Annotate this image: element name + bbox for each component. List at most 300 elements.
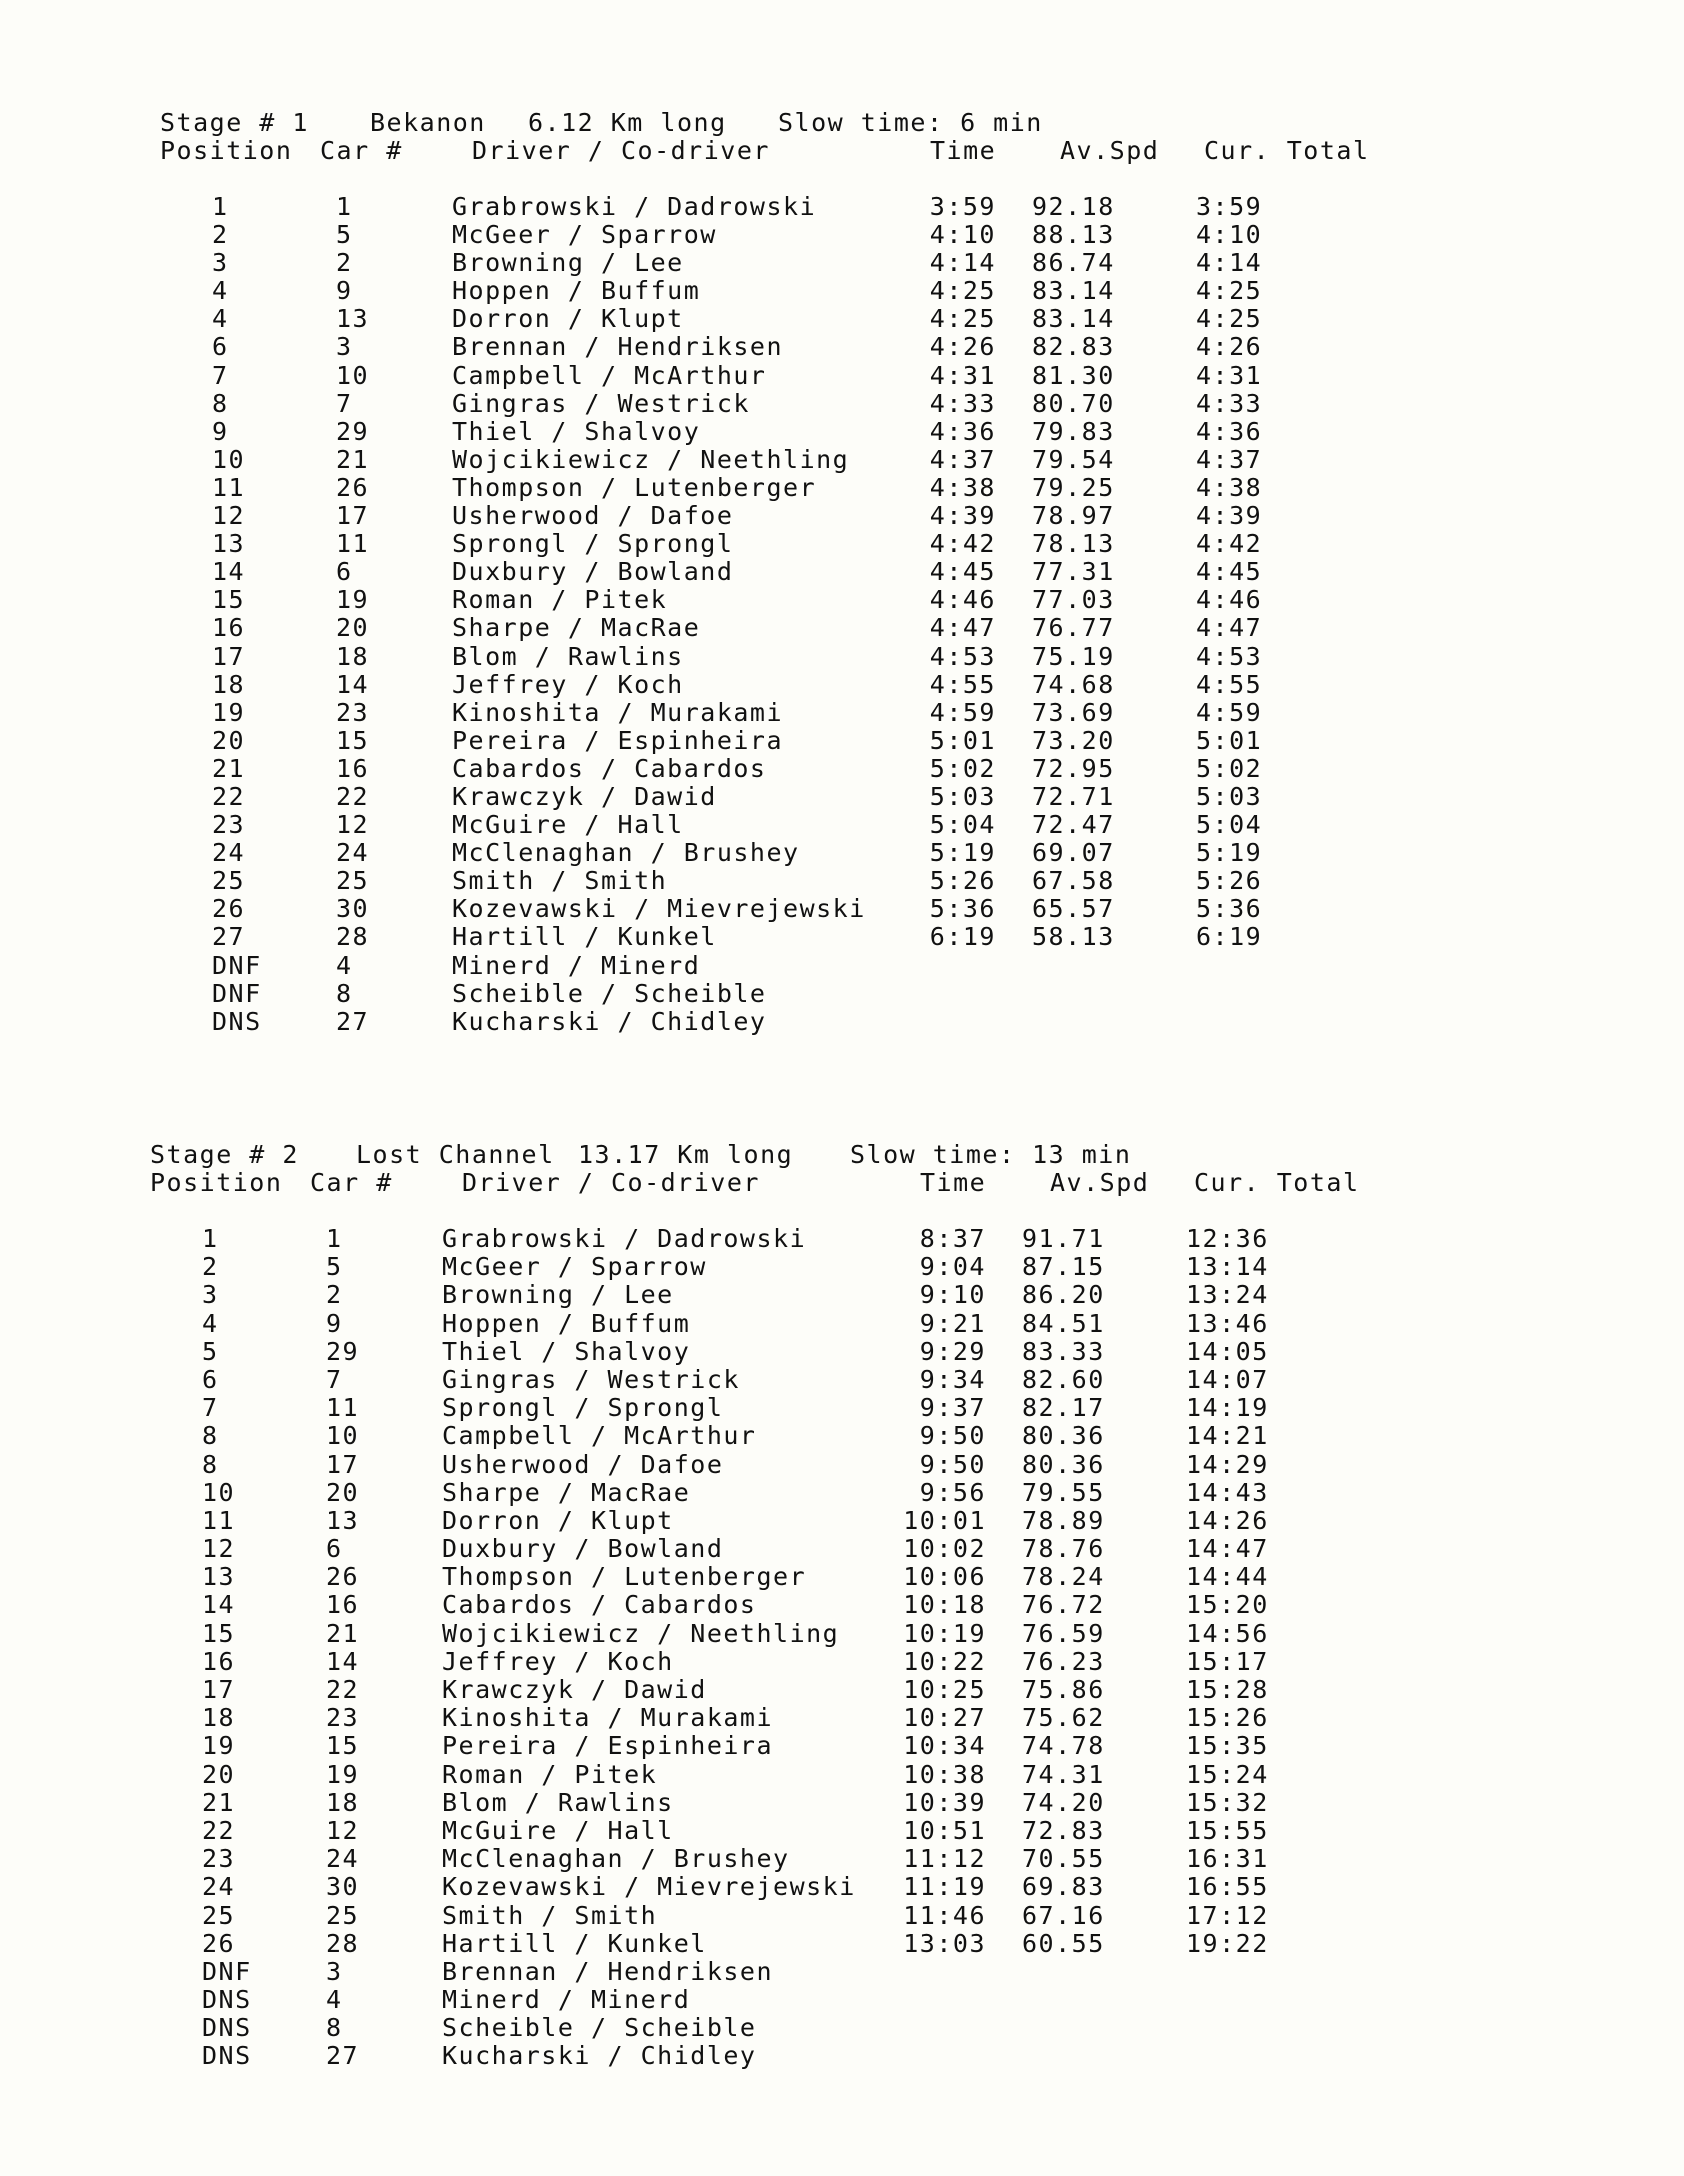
cell-total: 4:14 (1196, 248, 1263, 278)
cell-driver: Grabrowski / Dadrowski (452, 192, 817, 221)
cell-driver: Browning / Lee (442, 1280, 674, 1310)
cell-car: 19 (326, 1759, 360, 1789)
cell-position: 18 (202, 1703, 236, 1733)
cell-position: 13 (202, 1562, 236, 1592)
cell-driver: Cabardos / Cabardos (442, 1590, 757, 1620)
stage-2-name: Lost Channel (356, 1140, 555, 1169)
cell-car: 14 (326, 1646, 360, 1676)
cell-time: 13:03 (903, 1928, 986, 1958)
cell-time: 10:06 (903, 1562, 986, 1592)
cell-total: 15:35 (1186, 1731, 1269, 1761)
cell-time: 9:04 (919, 1252, 986, 1282)
col-total-header: Cur. Total (1194, 1168, 1360, 1197)
cell-total: 4:45 (1196, 557, 1263, 587)
cell-total: 5:02 (1196, 753, 1263, 783)
cell-total: 15:55 (1186, 1815, 1269, 1845)
cell-time: 10:25 (903, 1675, 986, 1704)
cell-driver: Duxbury / Bowland (442, 1534, 724, 1564)
cell-time: 9:50 (919, 1449, 986, 1479)
cell-speed: 79.83 (1032, 416, 1115, 446)
cell-position: DNS (202, 1985, 252, 2015)
cell-driver: Jeffrey / Koch (452, 669, 684, 699)
cell-position: 22 (202, 1815, 236, 1845)
cell-car: 4 (336, 950, 353, 980)
cell-car: 20 (336, 613, 370, 643)
cell-time: 10:18 (903, 1590, 986, 1620)
cell-car: 9 (326, 1308, 343, 1338)
cell-time: 4:36 (929, 416, 996, 446)
cell-driver: Blom / Rawlins (442, 1787, 674, 1817)
cell-total: 13:14 (1186, 1252, 1269, 1282)
cell-car: 1 (326, 1224, 343, 1253)
stage-1-label: Stage # 1 (160, 108, 309, 137)
cell-position: 4 (202, 1308, 219, 1338)
cell-speed: 74.20 (1022, 1787, 1105, 1817)
cell-car: 25 (336, 866, 370, 896)
cell-time: 4:33 (929, 388, 996, 418)
cell-time: 5:03 (929, 781, 996, 811)
cell-time: 4:14 (929, 248, 996, 278)
cell-total: 16:55 (1186, 1872, 1269, 1902)
cell-total: 14:44 (1186, 1562, 1269, 1592)
stage-2-label: Stage # 2 (150, 1140, 299, 1169)
cell-position: DNS (212, 1006, 262, 1036)
cell-speed: 86.74 (1032, 248, 1115, 278)
cell-position: 9 (212, 416, 229, 446)
cell-time: 5:01 (929, 725, 996, 755)
cell-car: 21 (336, 444, 370, 474)
cell-total: 5:36 (1196, 894, 1263, 924)
cell-position: 8 (202, 1421, 219, 1451)
cell-driver: Sharpe / MacRae (442, 1477, 691, 1507)
cell-driver: Kucharski / Chidley (452, 1006, 767, 1036)
cell-position: DNS (202, 2041, 252, 2071)
cell-car: 17 (336, 501, 370, 531)
cell-speed: 80.36 (1022, 1449, 1105, 1479)
col-speed-header: Av.Spd (1050, 1168, 1150, 1197)
cell-time: 4:45 (929, 557, 996, 587)
cell-driver: Roman / Pitek (452, 585, 668, 615)
cell-position: 12 (212, 501, 246, 531)
cell-position: 22 (212, 781, 246, 811)
cell-time: 10:19 (903, 1618, 986, 1648)
cell-time: 5:02 (929, 753, 996, 783)
cell-car: 7 (336, 388, 353, 418)
cell-total: 15:24 (1186, 1759, 1269, 1789)
cell-time: 9:37 (919, 1393, 986, 1423)
cell-total: 13:24 (1186, 1280, 1269, 1310)
stage-2-slow-time: Slow time: 13 min (850, 1140, 1132, 1169)
cell-driver: Browning / Lee (452, 248, 684, 278)
cell-car: 5 (326, 1252, 343, 1282)
cell-position: 16 (212, 613, 246, 643)
cell-speed: 92.18 (1032, 192, 1115, 221)
cell-driver: Dorron / Klupt (452, 304, 684, 334)
cell-driver: Wojcikiewicz / Neethling (452, 444, 850, 474)
cell-speed: 70.55 (1022, 1844, 1105, 1874)
cell-car: 29 (326, 1336, 360, 1366)
cell-driver: Duxbury / Bowland (452, 557, 734, 587)
cell-total: 4:39 (1196, 501, 1263, 531)
cell-time: 10:34 (903, 1731, 986, 1761)
cell-position: DNF (202, 1956, 252, 1986)
cell-time: 10:39 (903, 1787, 986, 1817)
cell-time: 4:38 (929, 472, 996, 502)
cell-driver: McGuire / Hall (452, 810, 684, 840)
cell-car: 10 (326, 1421, 360, 1451)
cell-speed: 83.14 (1032, 304, 1115, 334)
cell-position: 15 (212, 585, 246, 615)
cell-position: 20 (212, 725, 246, 755)
cell-speed: 78.24 (1022, 1562, 1105, 1592)
stage-2-length: 13.17 Km long (578, 1140, 794, 1169)
cell-car: 8 (336, 978, 353, 1008)
cell-time: 4:55 (929, 669, 996, 699)
cell-speed: 72.47 (1032, 810, 1115, 840)
cell-position: 10 (212, 444, 246, 474)
cell-time: 4:39 (929, 501, 996, 531)
cell-car: 17 (326, 1449, 360, 1479)
cell-speed: 78.89 (1022, 1505, 1105, 1535)
cell-speed: 75.62 (1022, 1703, 1105, 1733)
cell-car: 11 (326, 1393, 360, 1423)
cell-car: 2 (326, 1280, 343, 1310)
cell-driver: Sprongl / Sprongl (452, 529, 734, 559)
cell-total: 5:01 (1196, 725, 1263, 755)
cell-speed: 84.51 (1022, 1308, 1105, 1338)
cell-car: 3 (336, 332, 353, 362)
cell-speed: 78.97 (1032, 501, 1115, 531)
cell-total: 19:22 (1186, 1928, 1269, 1958)
cell-car: 22 (336, 781, 370, 811)
cell-speed: 74.31 (1022, 1759, 1105, 1789)
cell-position: 2 (202, 1252, 219, 1282)
cell-total: 14:29 (1186, 1449, 1269, 1479)
cell-driver: Kozevawski / Mievrejewski (452, 894, 866, 924)
cell-driver: Gingras / Westrick (452, 388, 750, 418)
cell-time: 10:38 (903, 1759, 986, 1789)
cell-position: DNF (212, 978, 262, 1008)
cell-speed: 80.70 (1032, 388, 1115, 418)
cell-driver: Thompson / Lutenberger (442, 1562, 807, 1592)
cell-driver: Gingras / Westrick (442, 1364, 740, 1394)
cell-speed: 81.30 (1032, 360, 1115, 390)
cell-time: 4:25 (929, 276, 996, 306)
cell-total: 15:17 (1186, 1646, 1269, 1676)
cell-driver: Scheible / Scheible (442, 2013, 757, 2043)
cell-driver: Sprongl / Sprongl (442, 1393, 724, 1423)
cell-total: 5:04 (1196, 810, 1263, 840)
cell-car: 14 (336, 669, 370, 699)
cell-driver: Hartill / Kunkel (442, 1928, 707, 1958)
cell-car: 4 (326, 1985, 343, 2015)
cell-car: 24 (326, 1844, 360, 1874)
cell-total: 4:53 (1196, 641, 1263, 671)
cell-total: 14:47 (1186, 1534, 1269, 1564)
cell-speed: 58.13 (1032, 922, 1115, 952)
cell-driver: Hoppen / Buffum (442, 1308, 691, 1338)
cell-car: 18 (336, 641, 370, 671)
cell-driver: Dorron / Klupt (442, 1505, 674, 1535)
cell-speed: 80.36 (1022, 1421, 1105, 1451)
cell-driver: Jeffrey / Koch (442, 1646, 674, 1676)
cell-speed: 86.20 (1022, 1280, 1105, 1310)
cell-driver: McGeer / Sparrow (442, 1252, 707, 1282)
cell-driver: Campbell / McArthur (452, 360, 767, 390)
cell-position: 26 (202, 1928, 236, 1958)
cell-time: 6:19 (929, 922, 996, 952)
cell-driver: Pereira / Espinheira (442, 1731, 774, 1761)
cell-total: 14:05 (1186, 1336, 1269, 1366)
cell-speed: 60.55 (1022, 1928, 1105, 1958)
cell-total: 4:42 (1196, 529, 1263, 559)
cell-car: 21 (326, 1618, 360, 1648)
cell-speed: 67.58 (1032, 866, 1115, 896)
stage-1-length: 6.12 Km long (528, 108, 727, 137)
cell-position: 3 (202, 1280, 219, 1310)
cell-speed: 69.07 (1032, 838, 1115, 868)
cell-speed: 65.57 (1032, 894, 1115, 924)
cell-position: 18 (212, 669, 246, 699)
cell-total: 4:38 (1196, 472, 1263, 502)
cell-time: 11:19 (903, 1872, 986, 1902)
cell-position: 1 (202, 1224, 219, 1253)
cell-position: 8 (202, 1449, 219, 1479)
cell-car: 23 (326, 1703, 360, 1733)
cell-time: 4:26 (929, 332, 996, 362)
cell-time: 9:56 (919, 1477, 986, 1507)
cell-car: 5 (336, 220, 353, 250)
cell-total: 4:33 (1196, 388, 1263, 418)
cell-car: 6 (326, 1534, 343, 1564)
cell-position: 6 (202, 1364, 219, 1394)
cell-driver: McGuire / Hall (442, 1815, 674, 1845)
cell-position: 10 (202, 1477, 236, 1507)
cell-total: 4:36 (1196, 416, 1263, 446)
col-driver-header: Driver / Co-driver (472, 136, 770, 165)
cell-position: 7 (212, 360, 229, 390)
cell-driver: Kinoshita / Murakami (452, 697, 784, 727)
cell-speed: 76.23 (1022, 1646, 1105, 1676)
cell-speed: 79.54 (1032, 444, 1115, 474)
cell-speed: 74.78 (1022, 1731, 1105, 1761)
cell-time: 5:04 (929, 810, 996, 840)
cell-driver: Krawczyk / Dawid (452, 781, 717, 811)
cell-driver: Campbell / McArthur (442, 1421, 757, 1451)
cell-time: 10:51 (903, 1815, 986, 1845)
cell-speed: 76.72 (1022, 1590, 1105, 1620)
stage-1-slow-time: Slow time: 6 min (778, 108, 1043, 137)
cell-time: 10:22 (903, 1646, 986, 1676)
cell-car: 18 (326, 1787, 360, 1817)
cell-time: 4:31 (929, 360, 996, 390)
cell-speed: 77.03 (1032, 585, 1115, 615)
cell-driver: Thompson / Lutenberger (452, 472, 817, 502)
cell-total: 14:56 (1186, 1618, 1269, 1648)
cell-position: 16 (202, 1646, 236, 1676)
cell-time: 4:37 (929, 444, 996, 474)
stage-1-name: Bekanon (370, 108, 486, 137)
cell-driver: Usherwood / Dafoe (442, 1449, 724, 1479)
cell-position: 11 (212, 472, 246, 502)
cell-time: 4:47 (929, 613, 996, 643)
cell-total: 4:47 (1196, 613, 1263, 643)
cell-speed: 72.71 (1032, 781, 1115, 811)
cell-driver: Brennan / Hendriksen (452, 332, 784, 362)
cell-total: 14:43 (1186, 1477, 1269, 1507)
cell-driver: Minerd / Minerd (452, 950, 701, 980)
cell-total: 14:19 (1186, 1393, 1269, 1423)
cell-driver: Hartill / Kunkel (452, 922, 717, 952)
cell-car: 16 (336, 753, 370, 783)
cell-position: 2 (212, 220, 229, 250)
cell-car: 12 (326, 1815, 360, 1845)
cell-position: 19 (202, 1731, 236, 1761)
cell-position: 11 (202, 1505, 236, 1535)
cell-time: 8:37 (919, 1224, 986, 1253)
cell-total: 14:07 (1186, 1364, 1269, 1394)
cell-car: 13 (326, 1505, 360, 1535)
cell-time: 10:02 (903, 1534, 986, 1564)
cell-total: 4:37 (1196, 444, 1263, 474)
cell-driver: Kinoshita / Murakami (442, 1703, 774, 1733)
cell-speed: 78.76 (1022, 1534, 1105, 1564)
cell-speed: 76.77 (1032, 613, 1115, 643)
cell-car: 30 (336, 894, 370, 924)
cell-position: 15 (202, 1618, 236, 1648)
cell-position: 12 (202, 1534, 236, 1564)
cell-time: 3:59 (929, 192, 996, 221)
cell-driver: Scheible / Scheible (452, 978, 767, 1008)
col-time-header: Time (930, 136, 997, 165)
cell-car: 22 (326, 1675, 360, 1704)
cell-time: 4:53 (929, 641, 996, 671)
cell-driver: Minerd / Minerd (442, 1985, 691, 2015)
cell-position: 23 (212, 810, 246, 840)
cell-speed: 79.55 (1022, 1477, 1105, 1507)
cell-position: 13 (212, 529, 246, 559)
cell-position: 4 (212, 304, 229, 334)
cell-car: 27 (326, 2041, 360, 2071)
cell-total: 13:46 (1186, 1308, 1269, 1338)
cell-position: DNF (212, 950, 262, 980)
cell-driver: McGeer / Sparrow (452, 220, 717, 250)
cell-speed: 69.83 (1022, 1872, 1105, 1902)
cell-car: 23 (336, 697, 370, 727)
cell-total: 4:55 (1196, 669, 1263, 699)
cell-speed: 75.19 (1032, 641, 1115, 671)
col-car-header: Car # (310, 1168, 393, 1197)
cell-position: 17 (212, 641, 246, 671)
cell-speed: 76.59 (1022, 1618, 1105, 1648)
cell-driver: McClenaghan / Brushey (442, 1844, 790, 1874)
cell-time: 4:46 (929, 585, 996, 615)
cell-total: 14:21 (1186, 1421, 1269, 1451)
cell-speed: 91.71 (1022, 1224, 1105, 1253)
cell-driver: Thiel / Shalvoy (442, 1336, 691, 1366)
col-time-header: Time (920, 1168, 987, 1197)
cell-driver: Hoppen / Buffum (452, 276, 701, 306)
cell-speed: 82.60 (1022, 1364, 1105, 1394)
cell-time: 4:25 (929, 304, 996, 334)
cell-speed: 82.83 (1032, 332, 1115, 362)
cell-speed: 78.13 (1032, 529, 1115, 559)
cell-car: 20 (326, 1477, 360, 1507)
cell-total: 5:03 (1196, 781, 1263, 811)
cell-speed: 73.20 (1032, 725, 1115, 755)
cell-time: 9:29 (919, 1336, 986, 1366)
cell-speed: 73.69 (1032, 697, 1115, 727)
cell-driver: Usherwood / Dafoe (452, 501, 734, 531)
cell-car: 11 (336, 529, 370, 559)
cell-car: 27 (336, 1006, 370, 1036)
col-position-header: Position (160, 136, 293, 165)
cell-driver: Thiel / Shalvoy (452, 416, 701, 446)
cell-driver: Roman / Pitek (442, 1759, 658, 1789)
cell-total: 4:25 (1196, 276, 1263, 306)
cell-time: 10:27 (903, 1703, 986, 1733)
col-position-header: Position (150, 1168, 283, 1197)
cell-position: 21 (202, 1787, 236, 1817)
cell-total: 5:19 (1196, 838, 1263, 868)
cell-time: 9:21 (919, 1308, 986, 1338)
col-speed-header: Av.Spd (1060, 136, 1160, 165)
cell-total: 12:36 (1186, 1224, 1269, 1253)
cell-speed: 72.95 (1032, 753, 1115, 783)
cell-total: 16:31 (1186, 1844, 1269, 1874)
cell-position: 7 (202, 1393, 219, 1423)
cell-position: 25 (212, 866, 246, 896)
cell-car: 8 (326, 2013, 343, 2043)
cell-driver: Wojcikiewicz / Neethling (442, 1618, 840, 1648)
cell-time: 11:12 (903, 1844, 986, 1874)
cell-time: 10:01 (903, 1505, 986, 1535)
cell-time: 5:36 (929, 894, 996, 924)
cell-car: 19 (336, 585, 370, 615)
cell-time: 9:50 (919, 1421, 986, 1451)
cell-time: 5:26 (929, 866, 996, 896)
cell-total: 5:26 (1196, 866, 1263, 896)
cell-driver: Pereira / Espinheira (452, 725, 784, 755)
cell-total: 15:20 (1186, 1590, 1269, 1620)
cell-speed: 82.17 (1022, 1393, 1105, 1423)
cell-speed: 87.15 (1022, 1252, 1105, 1282)
cell-position: 19 (212, 697, 246, 727)
cell-time: 11:46 (903, 1900, 986, 1930)
cell-position: 5 (202, 1336, 219, 1366)
cell-car: 6 (336, 557, 353, 587)
cell-position: 26 (212, 894, 246, 924)
cell-position: 8 (212, 388, 229, 418)
cell-driver: Blom / Rawlins (452, 641, 684, 671)
cell-time: 4:59 (929, 697, 996, 727)
cell-time: 5:19 (929, 838, 996, 868)
cell-time: 4:42 (929, 529, 996, 559)
cell-total: 15:28 (1186, 1675, 1269, 1704)
cell-speed: 74.68 (1032, 669, 1115, 699)
cell-car: 15 (326, 1731, 360, 1761)
cell-total: 4:25 (1196, 304, 1263, 334)
col-total-header: Cur. Total (1204, 136, 1370, 165)
cell-total: 4:26 (1196, 332, 1263, 362)
cell-position: 24 (212, 838, 246, 868)
cell-driver: Sharpe / MacRae (452, 613, 701, 643)
cell-car: 28 (336, 922, 370, 952)
cell-speed: 79.25 (1032, 472, 1115, 502)
cell-driver: Kucharski / Chidley (442, 2041, 757, 2071)
cell-driver: Smith / Smith (452, 866, 668, 896)
cell-total: 4:59 (1196, 697, 1263, 727)
